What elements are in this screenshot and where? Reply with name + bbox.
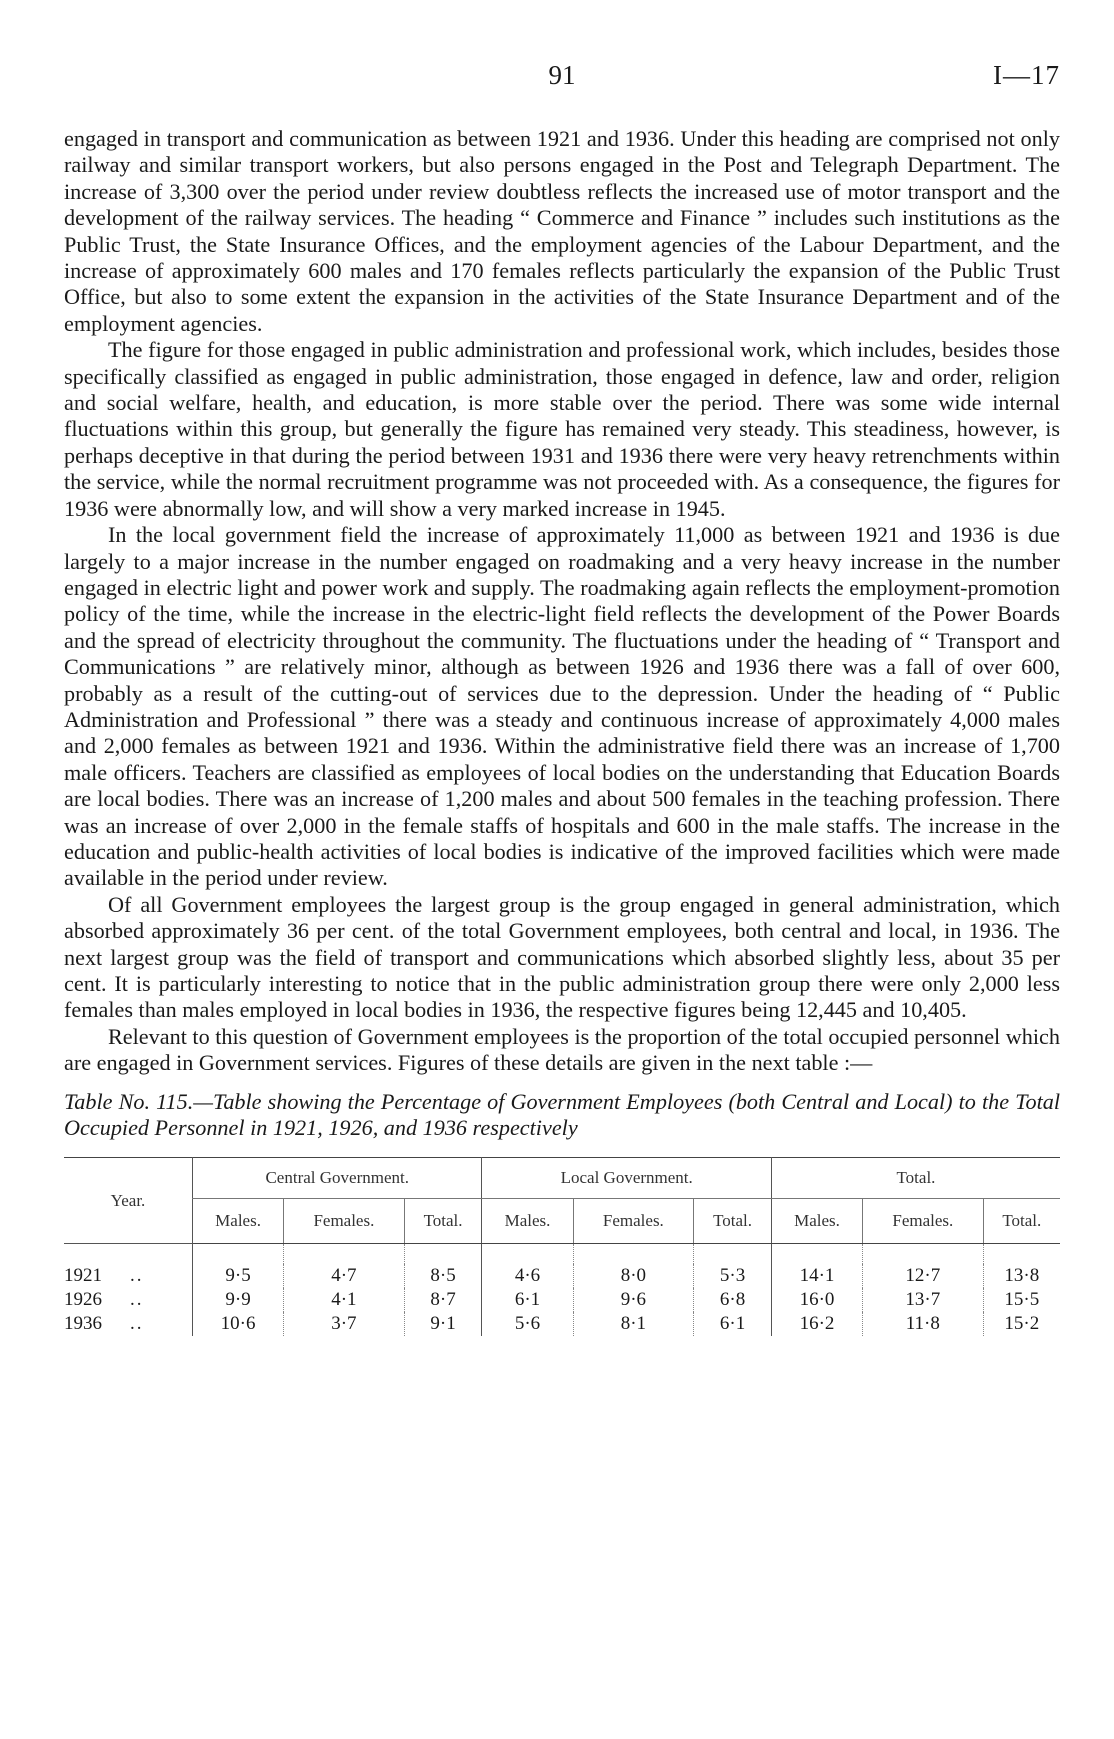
cell-central-males: 9·5: [193, 1264, 284, 1288]
cell-total-females: 13·7: [863, 1288, 984, 1312]
group-header-total: Total.: [771, 1158, 1060, 1199]
table-row: [64, 1288, 1060, 1312]
row-leader: ..: [130, 1265, 144, 1287]
page-header: [64, 60, 1060, 94]
document-page: [64, 0, 1060, 1739]
subheader-central-males: Males.: [193, 1199, 284, 1244]
subheader-total-females: Females.: [863, 1199, 984, 1244]
cell-total-males: 16·2: [771, 1312, 862, 1336]
paragraph-2: The figure for those engaged in public administration and professional work, which includes, besides those specifically classified as engaged in public administration, those engaged in defence, law and order, religion and social welfare, health, and education, is more stable over the period. There was some wide internal fluctuations within this group, but generally the figure has remained very steady. This steadiness, however, is perhaps deceptive in that during the period between 1931 and 1936 there were very heavy retrenchments within the service, while the normal recruitment programme was not proceeded with. As a consequence, the figures for 1936 were abnormally low, and will show a very marked increase in 1945.: [64, 337, 1060, 521]
cell-local-total: 6·1: [694, 1312, 772, 1336]
cell-local-males: 6·1: [482, 1288, 573, 1312]
table-caption: Table No. 115.—Table showing the Percentage of Government Employees (both Central and Local) to the Total Occupied Personnel in 1921, 1926, and 1936 respectively: [64, 1088, 1060, 1141]
table-row: [64, 1312, 1060, 1336]
table-row: [64, 1264, 1060, 1288]
cell-total-males: 16·0: [771, 1288, 862, 1312]
cell-local-females: 8·0: [573, 1264, 694, 1288]
table-container: [64, 1157, 1060, 1336]
document-reference: I—17: [993, 60, 1060, 90]
row-year: 1921: [64, 1265, 102, 1287]
year-column-header: Year.: [64, 1158, 193, 1244]
subheader-local-total: Total.: [694, 1199, 772, 1244]
cell-central-total: 8·5: [404, 1264, 482, 1288]
row-year: 1926: [64, 1289, 102, 1311]
cell-central-females: 3·7: [284, 1312, 405, 1336]
cell-local-males: 4·6: [482, 1264, 573, 1288]
cell-central-males: 10·6: [193, 1312, 284, 1336]
cell-total-total: 15·2: [983, 1312, 1060, 1336]
row-year: 1936: [64, 1313, 102, 1335]
group-header-local: Local Government.: [482, 1158, 771, 1199]
cell-local-females: 8·1: [573, 1312, 694, 1336]
cell-total-females: 12·7: [863, 1264, 984, 1288]
row-leader: ..: [130, 1289, 144, 1311]
cell-total-total: 15·5: [983, 1288, 1060, 1312]
cell-local-males: 5·6: [482, 1312, 573, 1336]
paragraph-5: Relevant to this question of Government employees is the proportion of the total occupied personnel which are engaged in Government services. Figures of these details are given in the next table :—: [64, 1023, 1060, 1076]
subheader-local-females: Females.: [573, 1199, 694, 1244]
cell-local-total: 6·8: [694, 1288, 772, 1312]
subheader-total-total: Total.: [983, 1199, 1060, 1244]
percentage-table: [64, 1157, 1060, 1336]
paragraph-1: engaged in transport and communication as between 1921 and 1936. Under this heading are comprised not only railway and similar transport workers, but also persons engaged in the Post and Telegraph Department. The increase of 3,300 over the period under review doubtless reflects the increased use of motor transport and the development of the railway services. The heading “ Commerce and Finance ” includes such institutions as the Public Trust, the State Insurance Offices, and the employment agencies of the Labour Department, and the increase of approximately 600 males and 170 females reflects particularly the expansion of the Public Trust Office, but also to some extent the expansion in the activities of the State Insurance Department and of the employment agencies.: [64, 126, 1060, 336]
cell-total-males: 14·1: [771, 1264, 862, 1288]
cell-local-females: 9·6: [573, 1288, 694, 1312]
cell-central-females: 4·7: [284, 1264, 405, 1288]
page-number: 91: [548, 60, 576, 90]
cell-central-males: 9·9: [193, 1288, 284, 1312]
cell-total-females: 11·8: [863, 1312, 984, 1336]
subheader-total-males: Males.: [771, 1199, 862, 1244]
subheader-local-males: Males.: [482, 1199, 573, 1244]
cell-central-females: 4·1: [284, 1288, 405, 1312]
paragraph-4: Of all Government employees the largest group is the group engaged in general administration, which absorbed approximately 36 per cent. of the total Government employees, both central and local, in 1936. The next largest group was the field of transport and communications which absorbed slightly less, about 35 per cent. It is particularly interesting to notice that in the public administration group there were only 2,000 less females than males employed in local bodies in 1936, the respective figures being 12,445 and 10,405.: [64, 891, 1060, 1023]
group-header-central: Central Government.: [193, 1158, 482, 1199]
cell-central-total: 9·1: [404, 1312, 482, 1336]
cell-total-total: 13·8: [983, 1264, 1060, 1288]
paragraph-3: In the local government field the increase of approximately 11,000 as between 1921 and 1936 is due largely to a major increase in the number engaged on roadmaking and a very heavy increase in the number engaged in electric light and power work and supply. The roadmaking again reflects the employment-promotion policy of the time, while the increase in the electric-light field reflects the development of the Power Boards and the spread of electricity throughout the community. The fluctuations under the heading of “ Transport and Communications ” are relatively minor, although as between 1926 and 1936 there was a fall of over 600, probably as a result of the cutting-out of services due to the depression. Under the heading of “ Public Administration and Professional ” there was a steady and continuous increase of approximately 4,000 males and 2,000 females as between 1921 and 1936. Within the administrative field there was an increase of 1,700 male officers. Teachers are classified as employees of local bodies on the understanding that Education Boards are local bodies. There was an increase of 1,200 males and about 500 females in the teaching profession. There was an increase of over 2,000 in the female staffs of hospitals and 600 in the male staffs. The increase in the education and public-health activities of local bodies is indicative of the improved facilities which were made available in the period under review.: [64, 522, 1060, 891]
subheader-central-females: Females.: [284, 1199, 405, 1244]
row-leader: ..: [130, 1313, 144, 1335]
subheader-central-total: Total.: [404, 1199, 482, 1244]
document-body: [64, 126, 1060, 1336]
cell-central-total: 8·7: [404, 1288, 482, 1312]
cell-local-total: 5·3: [694, 1264, 772, 1288]
